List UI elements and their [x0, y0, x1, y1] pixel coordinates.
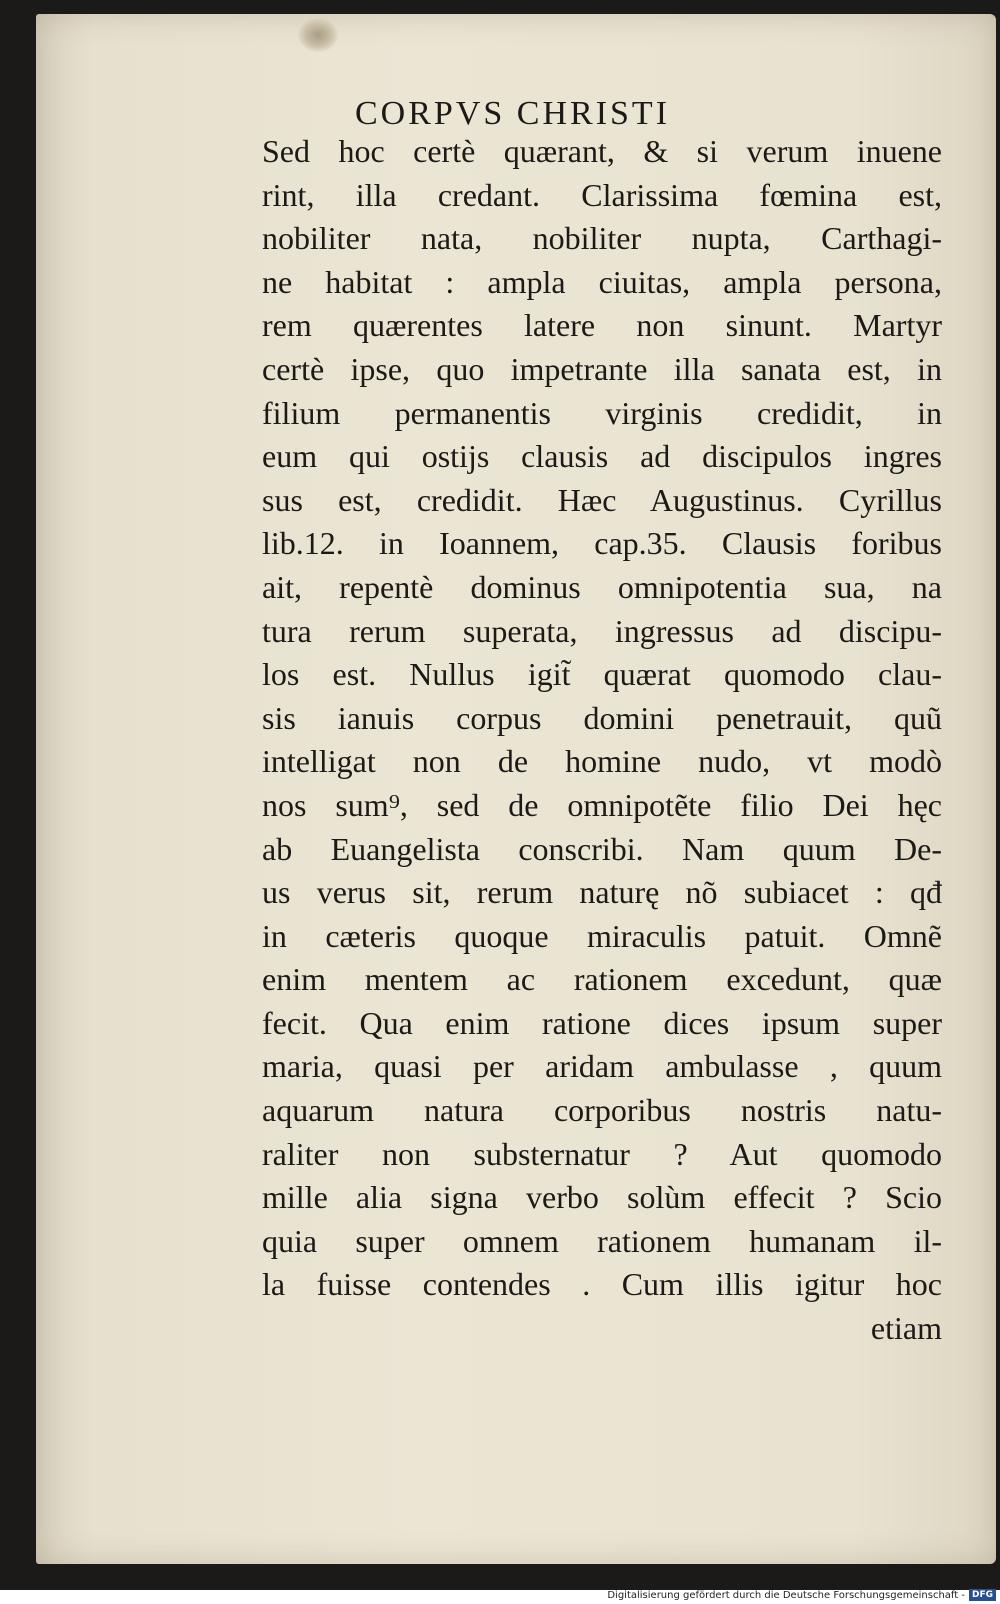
text-line: la fuisse contendes . Cum illis igitur hoc [262, 1266, 942, 1303]
text-line: tura rerum superata, ingressus ad discipu- [262, 612, 942, 649]
text-line: lib.12. in Ioannem, cap.35. Clausis foribus [262, 525, 942, 562]
text-line: intelligat non de homine nudo, vt modò [262, 743, 942, 780]
text-line: us verus sit, rerum naturę nõ subiacet : qđ [262, 874, 942, 911]
paper-stain [298, 18, 338, 52]
text-line: maria, quasi per aridam ambulasse , quum [262, 1048, 942, 1085]
running-head: CORPVS CHRISTI [355, 95, 671, 132]
text-line: raliter non substernatur ? Aut quomodo [262, 1135, 942, 1172]
text-line: mille alia signa verbo solùm effecit ? Scio [262, 1179, 942, 1216]
text-line: certè ipse, quo impetrante illa sanata est, in [262, 350, 942, 387]
text-line: nos sum⁹, sed de omnipotẽte filio Dei hęc [262, 786, 942, 823]
body-text [262, 130, 942, 1351]
digitization-credit [607, 1588, 996, 1602]
text-line: sis ianuis corpus domini penetrauit, quũ [262, 699, 942, 736]
text-line: nobiliter nata, nobiliter nupta, Carthagi- [262, 220, 942, 257]
text-line: in cæteris quoque miraculis patuit. Omnẽ [262, 917, 942, 954]
text-line: eum qui ostijs clausis ad discipulos ingres [262, 438, 942, 475]
text-line: los est. Nullus igit̃ quærat quomodo clau- [262, 656, 942, 693]
text-line: ait, repentè dominus omnipotentia sua, na [262, 568, 942, 605]
text-line: rint, illa credant. Clarissima fœmina est, [262, 176, 942, 213]
credit-text: Digitalisierung gefördert durch die Deutsche Forschungsgemeinschaft - [607, 1589, 965, 1601]
text-line: enim mentem ac rationem excedunt, quæ [262, 961, 942, 998]
text-line: aquarum natura corporibus nostris natu- [262, 1092, 942, 1129]
text-line: quia super omnem rationem humanam il- [262, 1222, 942, 1259]
dfg-logo: DFG [969, 1589, 996, 1601]
catchword: etiam [870, 1310, 942, 1347]
text-line: sus est, credidit. Hæc Augustinus. Cyrillus [262, 481, 942, 518]
text-line: Sed hoc certè quærant, & si verum inuene [262, 133, 942, 169]
text-line: ab Euangelista conscribi. Nam quum De- [262, 830, 942, 867]
text-line: filium permanentis virginis credidit, in [262, 394, 942, 431]
text-line: rem quærentes latere non sinunt. Martyr [262, 307, 942, 344]
text-line: fecit. Qua enim ratione dices ipsum super [262, 1004, 942, 1041]
text-line: ne habitat : ampla ciuitas, ampla persona, [262, 263, 942, 300]
